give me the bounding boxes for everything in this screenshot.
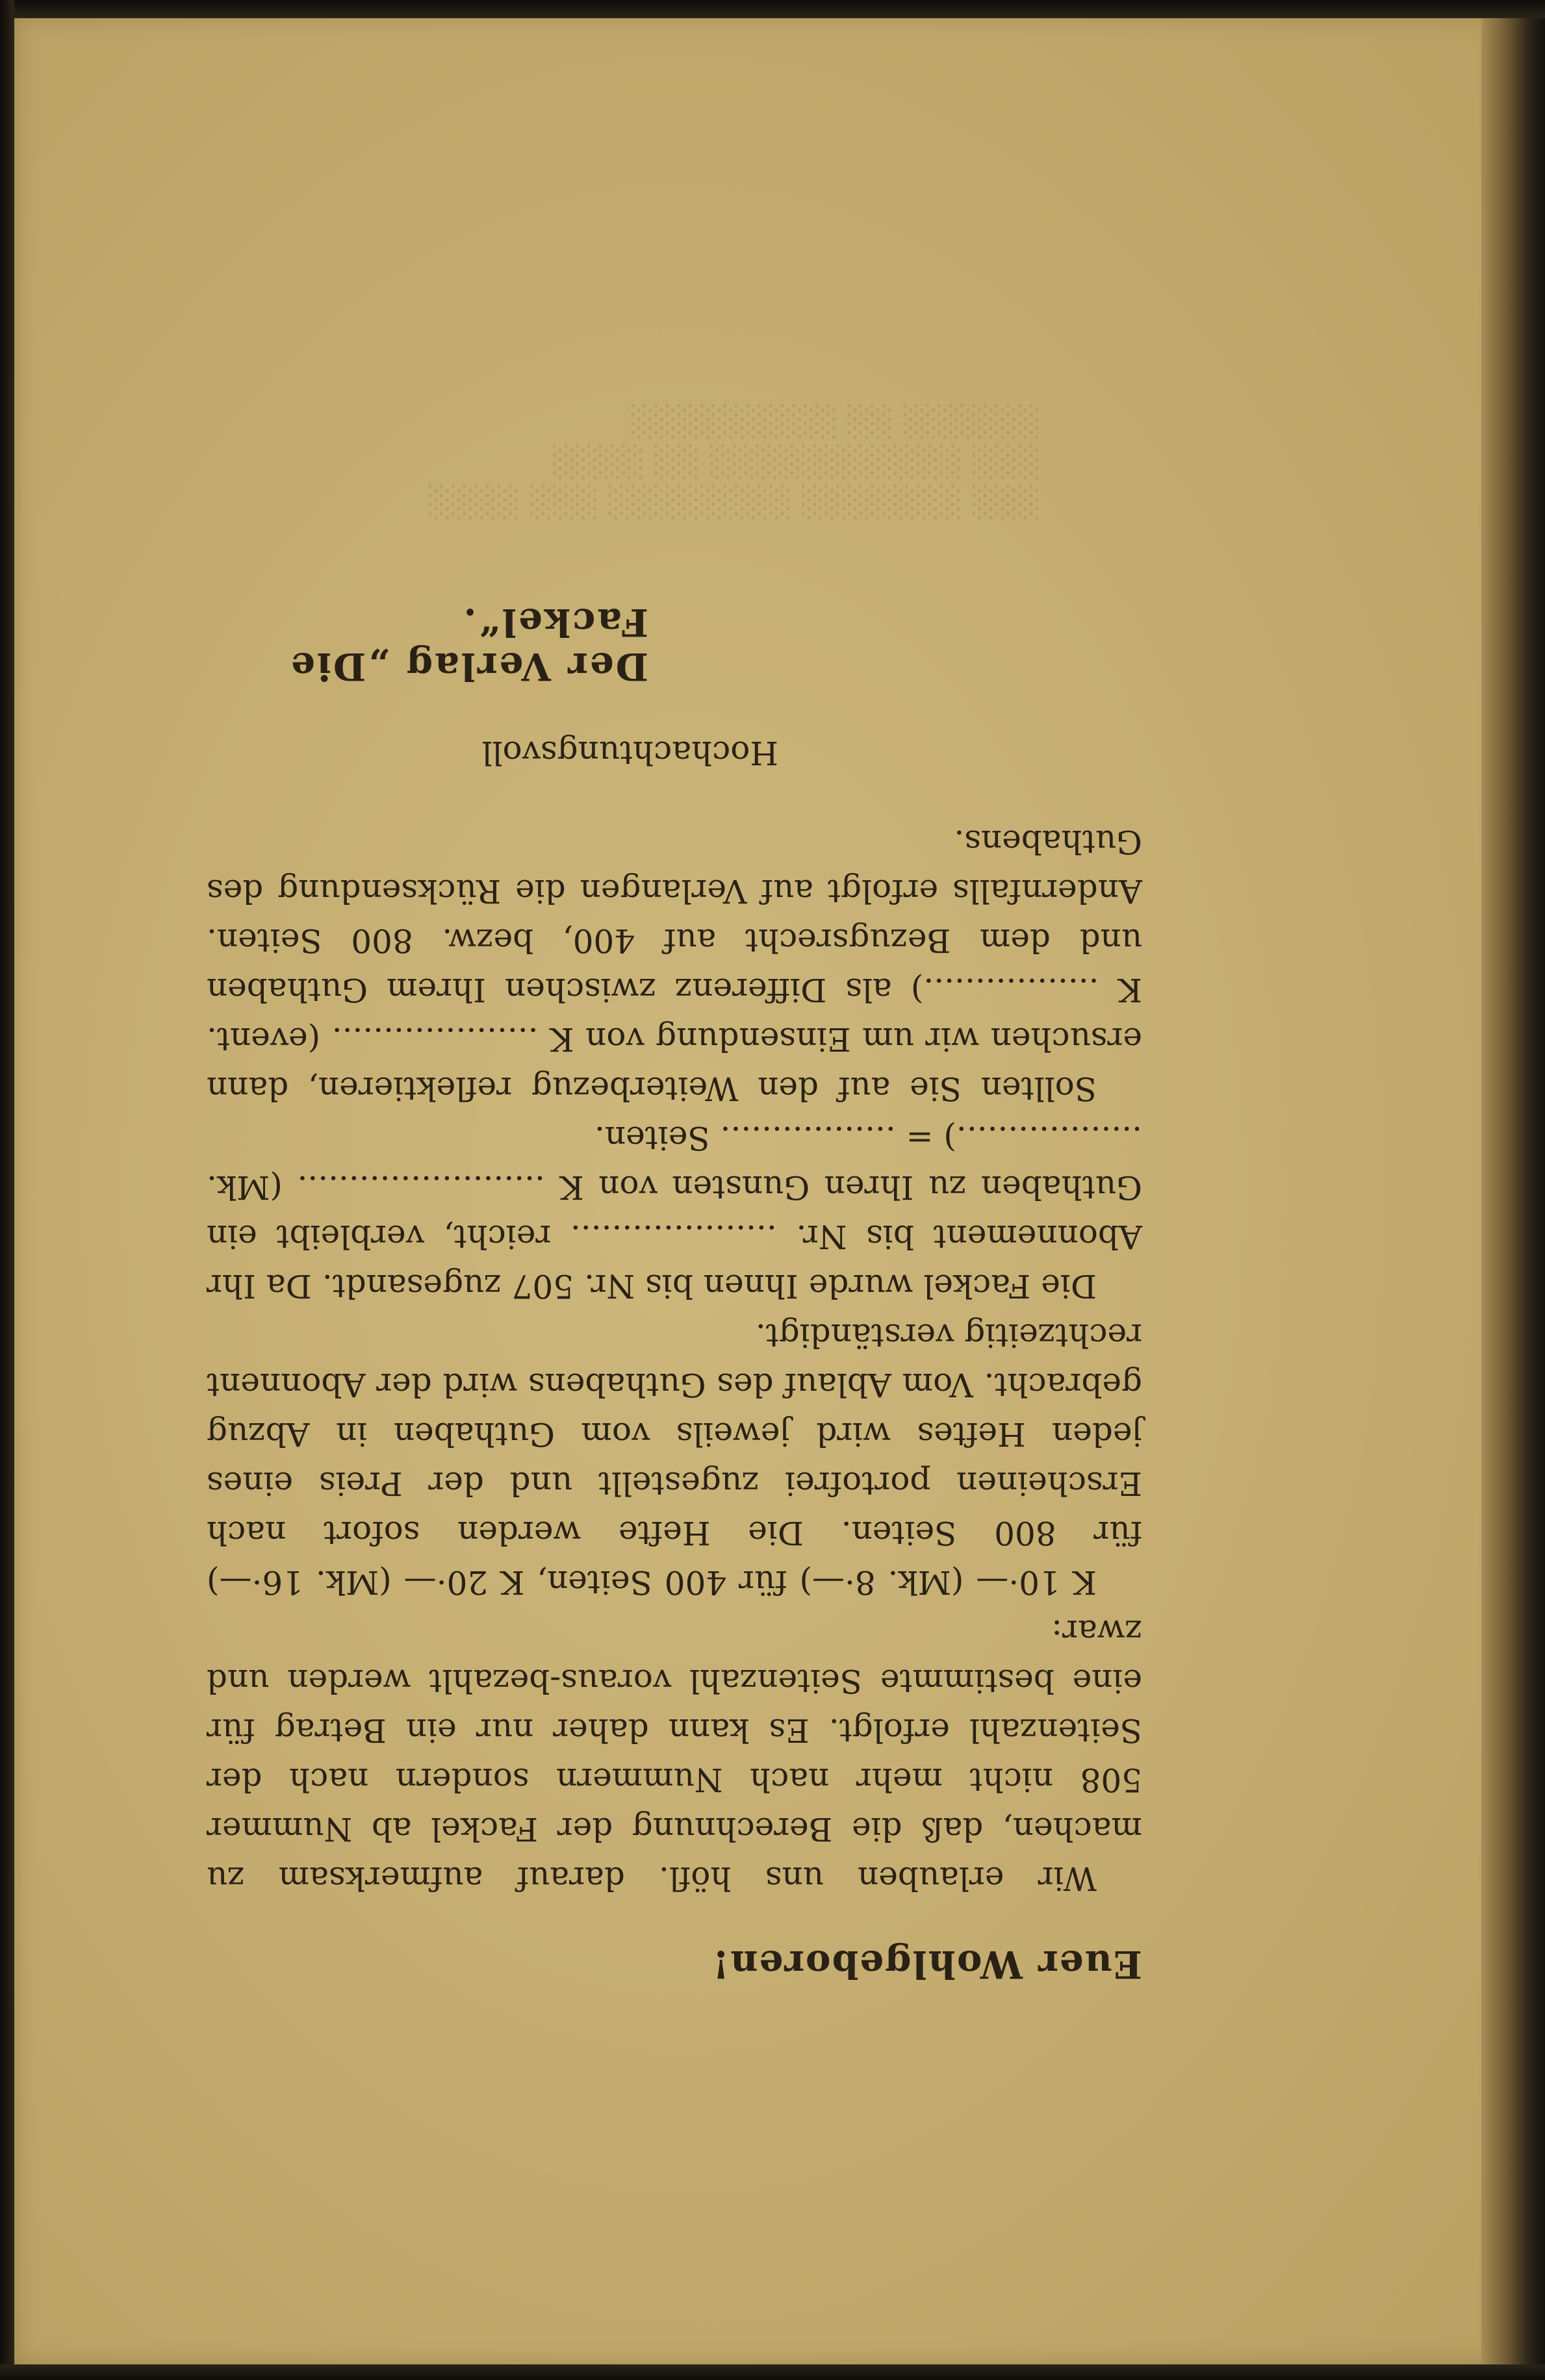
paragraph-4: Sollten Sie auf den Weiterbezug reflektieren, dann ersuchen wir um Einsendung von K .................... (event. K .................) als Differenz zwischen Ihrem Guthaben und dem Bezugsrecht auf 400, bezw. 800 Seiten. Andernfalls erfolgt auf Verlangen die Rücksendung des Guthabens. bbox=[207, 823, 1142, 1108]
bleed-through-text: ░░░ ░░░░░░░ ░░░░░░░░ ░░░ ░░░░ ░░░ ░░░░░░░░░░░ ░░ ░░░░ ░░░░░░ ░░ ░░░░░░░░░ bbox=[426, 404, 1038, 520]
closing: Hochachtungsvoll bbox=[481, 734, 778, 772]
paragraph-1: Wir erlauben uns höfl. darauf aufmerksam zu machen, daß die Berechnung der Fackel ab Nummer 508 nicht mehr nach Nummern sondern nach der Seitenzahl erfolgt. Es kann daher nur ein Betrag für eine bestimmte Seitenzahl voraus-bezahlt werden und zwar: bbox=[207, 1613, 1142, 1897]
paragraph-3: Die Fackel wurde Ihnen bis Nr. 507 zugesandt. Da Ihr Abonnement bis Nr. .................... reicht, verbleibt ein Guthaben zu Ihren Gunsten von K ........................ (Mk. ..................) = ................. Seiten. bbox=[207, 1119, 1142, 1305]
letter-paragraphs bbox=[207, 817, 1142, 1903]
signature: Der Verlag „Die Fackel“. bbox=[288, 600, 648, 689]
paper-sheet bbox=[12, 12, 1506, 2368]
scan-edge-bottom bbox=[0, 2364, 1545, 2380]
scan-edge-left bbox=[0, 0, 14, 2380]
scan-edge-top bbox=[0, 0, 1545, 18]
paragraph-2: K 10·— (Mk. 8·—) für 400 Seiten, K 20·— (Mk. 16·—) für 800 Seiten. Die Hefte werden sofort nach Erscheinen portofrei zugestellt und der Preis eines jeden Heftes wird jeweils vom Guthaben in Abzug gebracht. Vom Ablauf des Guthabens wird der Abonnent rechtzeitig verständigt. bbox=[207, 1317, 1142, 1601]
book-spine bbox=[1481, 0, 1545, 2380]
salutation: Euer Wohlgeboren! bbox=[711, 1942, 1142, 1986]
letter-body bbox=[207, 600, 1142, 1986]
